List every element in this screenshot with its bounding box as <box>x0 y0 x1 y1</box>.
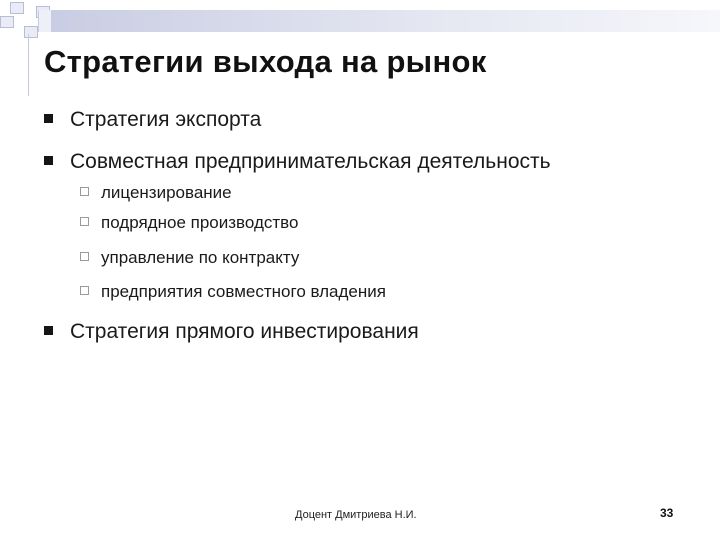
sub-item <box>80 183 232 203</box>
header-accent-bar <box>48 10 720 32</box>
page-number: 33 <box>660 506 674 520</box>
bullet-text: Стратегия прямого инвестирования <box>70 320 419 343</box>
bullet-item <box>44 108 261 132</box>
square-bullet-icon <box>44 326 53 335</box>
sub-item <box>80 248 299 268</box>
square-bullet-icon <box>44 114 53 123</box>
deco-square <box>24 26 38 38</box>
sub-item-text: управление по контракту <box>101 248 300 267</box>
title-accent-rule <box>28 34 29 96</box>
checkbox-bullet-icon <box>80 217 89 226</box>
bullet-item <box>44 320 419 344</box>
square-bullet-icon <box>44 156 53 165</box>
bullet-item <box>44 150 551 174</box>
deco-square <box>0 16 14 28</box>
sub-item-text: подрядное производство <box>101 213 299 232</box>
footer-author: Доцент Дмитриева Н.И. <box>295 509 417 521</box>
checkbox-bullet-icon <box>80 187 89 196</box>
deco-square <box>10 2 24 14</box>
slide-title: Стратегии выхода на рынок <box>44 44 487 79</box>
bullet-text: Стратегия экспорта <box>70 108 262 131</box>
sub-item-text: лицензирование <box>101 183 232 202</box>
checkbox-bullet-icon <box>80 252 89 261</box>
sub-item <box>80 213 298 233</box>
sub-item-text: предприятия совместного владения <box>101 282 386 301</box>
sub-item <box>80 282 386 302</box>
checkbox-bullet-icon <box>80 286 89 295</box>
bullet-text: Совместная предпринимательская деятельность <box>70 150 551 173</box>
